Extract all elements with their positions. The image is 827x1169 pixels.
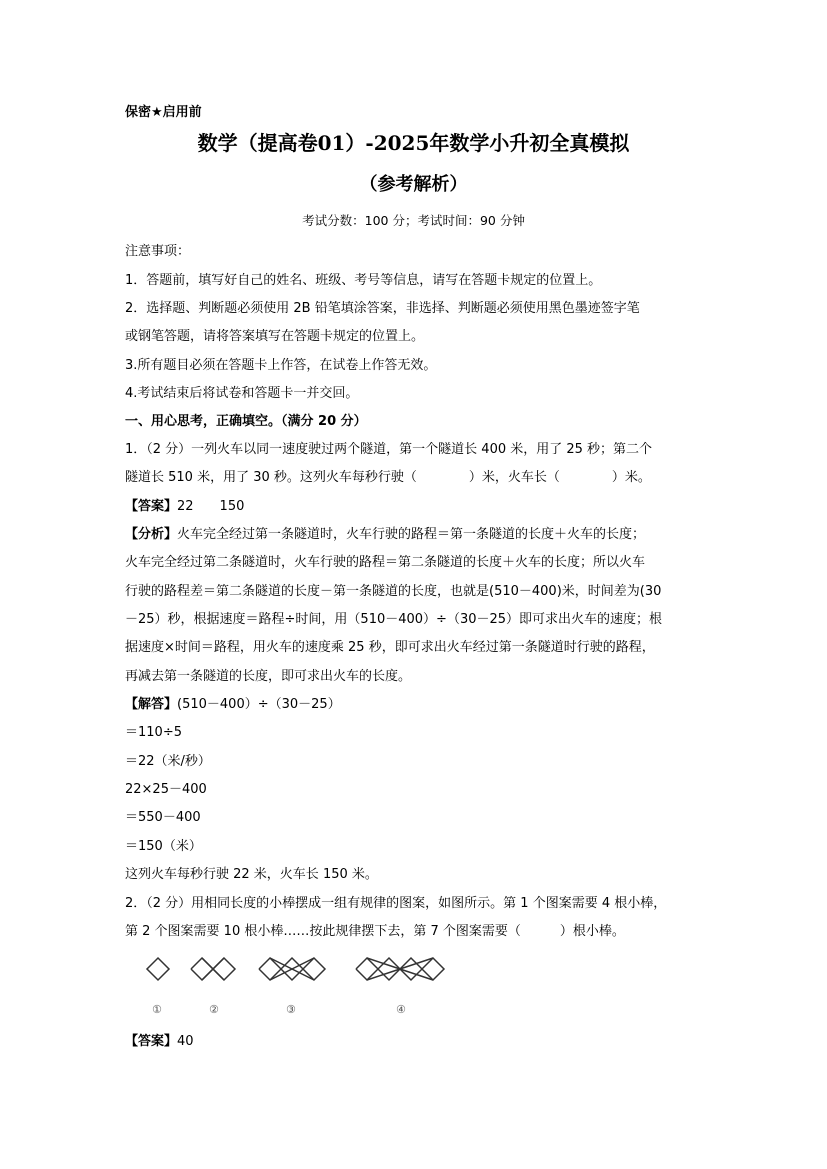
answer-label: 【答案】 [125,1034,178,1049]
solution-step: (510－400）÷（30－25） [177,697,341,712]
answer-value: 22 150 [177,499,245,514]
page-subtitle: （参考解析） [359,174,468,195]
solution-step: 22×25－400 [125,782,207,797]
analysis-text: 火车完全经过第二条隧道时，火车行驶的路程＝第二条隧道的长度＋火车的长度；所以火车 [125,555,646,570]
solution-step: ＝150（米） [125,839,202,854]
pattern-3-shape [259,958,325,980]
question-2-line: 2．（2 分）用相同长度的小棒摆成一组有规律的图案，如图所示。第 1 个图案需要 4 根小棒， [125,896,667,911]
answer-value: 40 [177,1034,194,1049]
pattern-4-shape [356,958,444,980]
solution-label: 【解答】 [125,697,178,712]
figure-label-2: ② [209,1003,219,1016]
question-1-analysis [125,523,645,542]
solution-step: ＝550－400 [125,810,201,825]
pattern-2-shape [191,958,235,980]
note-item: 4.考试结束后将试卷和答题卡一并交回。 [125,386,359,401]
section-title: 一、用心思考，正确填空。（满分 20 分） [125,414,367,429]
figure-label-1: ① [152,1003,162,1016]
solution-step: ＝110÷5 [125,725,182,740]
question-2-answer [125,1030,194,1049]
note-item: 2．选择题、判断题必须使用 2B 铅笔填涂答案，非选择、判断题必须使用黑色墨迹签字笔 [125,301,640,316]
analysis-text: 行驶的路程差＝第二条隧道的长度－第一条隧道的长度，也就是(510－400)米，时间差为(30 [125,584,662,599]
stick-pattern-svg [138,948,458,998]
page-title: 数学（提高卷01）-2025年数学小升初全真模拟 [197,131,630,155]
analysis-text: －25）秒，根据速度＝路程÷时间，用（510－400）÷（30－25）即可求出火车的速度；根 [125,612,663,627]
pattern-1-shape [147,958,169,980]
analysis-label: 【分析】 [125,527,178,542]
question-2-line: 第 2 个图案需要 10 根小棒……按此规律摆下去，第 7 个图案需要（ ）根小棒。 [125,924,625,939]
exam-info: 考试分数：100 分；考试时间：90 分钟 [302,213,525,228]
secret-label: 保密★启用前 [125,105,202,120]
analysis-text: 再减去第一条隧道的长度，即可求出火车的长度。 [125,669,412,684]
figure-label-4: ④ [396,1003,406,1016]
note-item: 或钢笔答题，请将答案填写在答题卡规定的位置上。 [125,329,425,344]
note-item: 3.所有题目必须在答题卡上作答，在试卷上作答无效。 [125,358,437,373]
question-1-answer [125,495,244,514]
question-1-line: 隧道长 510 米，用了 30 秒。这列火车每秒行驶（ ）米，火车长（ ）米。 [125,470,651,485]
answer-label: 【答案】 [125,499,178,514]
notes-title: 注意事项： [125,244,191,259]
solution-step: ＝22（米/秒） [125,754,211,769]
question-1-line: 1．（2 分）一列火车以同一速度驶过两个隧道，第一个隧道长 400 米，用了 25 秒；第二个 [125,442,653,457]
question-1-solution [125,693,341,712]
stick-pattern-figure [138,948,458,1018]
solution-conclusion: 这列火车每秒行驶 22 米，火车长 150 米。 [125,867,378,882]
analysis-text: 据速度×时间＝路程，用火车的速度乘 25 秒，即可求出火车经过第一条隧道时行驶的路程， [125,640,655,655]
analysis-text: 火车完全经过第一条隧道时，火车行驶的路程＝第一条隧道的长度＋火车的长度； [177,527,646,542]
figure-label-3: ③ [286,1003,296,1016]
note-item: 1．答题前，填写好自己的姓名、班级、考号等信息，请写在答题卡规定的位置上。 [125,273,602,288]
